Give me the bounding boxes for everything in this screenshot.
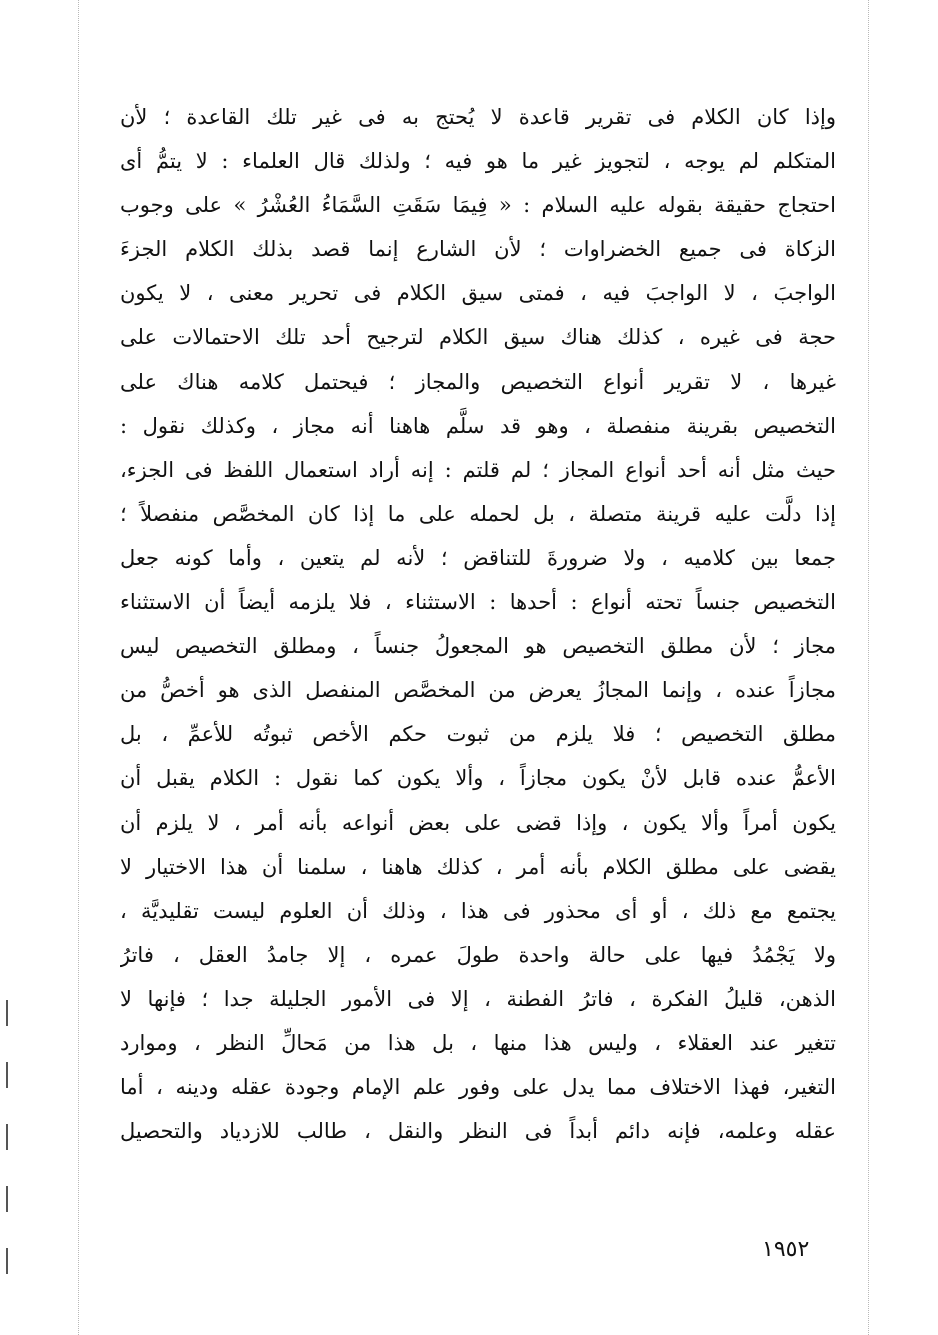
text-line: يكون أمراً وألا يكون ، وإذا قضى على بعض أنواعه بأنه أمر ، لا يلزم أن: [120, 810, 836, 835]
text-line: التخصيص بقرينة منفصلة ، وهو قد سلَّم هاهنا أنه مجاز ، وكذلك نقول :: [120, 413, 836, 438]
page-number: ١٩٥٢: [762, 1237, 810, 1262]
text-line: وإذا كان الكلام فى تقرير قاعدة لا يُحتج به فى غير تلك القاعدة ؛ لأن: [120, 105, 836, 129]
text-line: ولا يَجْمُدُ فيها على حالة واحدة طولَ عمره ، إلا جامدُ العقل ، فاترُ: [120, 942, 836, 967]
scan-edge-marks: [6, 1000, 10, 1320]
text-line: تتغير عند العقلاء ، وليس هذا منها ، بل هذا من مَحالِّ النظر ، وموارد: [120, 1030, 836, 1055]
text-line: حجة فى غيره ، كذلك هناك سيق الكلام لترجيح أحد تلك الاحتمالات على: [120, 325, 836, 350]
text-line: غيرها ، لا تقرير أنواع التخصيص والمجاز ؛ فيحتمل كلامه هناك على: [120, 369, 836, 394]
text-line: مجازاً عنده ، وإنما المجازُ يعرض من المخصَّص المنفصل الذى هو أخصُّ من: [120, 678, 836, 703]
text-line: التخصيص جنساً تحته أنواع : أحدها : الاستثناء ، فلا يلزمه أيضاً أن الاستثناء: [120, 590, 836, 615]
text-line: عقله وعلمه، فإنه دائم أبداً فى النظر والنقل ، طالب للازدياد والتحصيل: [120, 1119, 836, 1144]
text-line: مجاز ؛ لأن مطلق التخصيص هو المجعولُ جنساً ، ومطلق التخصيص ليس: [120, 634, 836, 659]
text-line: الزكاة فى جميع الخضراوات ؛ لأن الشارع إنما قصد بذلك الكلام الجزءَ: [120, 237, 836, 262]
scan-margin-line-left: [78, 0, 79, 1335]
scan-margin-line-right: [868, 0, 869, 1335]
body-text: [120, 95, 836, 1153]
text-line: مطلق التخصيص ؛ فلا يلزم من ثبوت حكم الأخص ثبوتُه للأعمِّ ، بل: [120, 722, 836, 747]
text-line: الواجبَ ، لا الواجبَ فيه ، فمتى سيق الكلام فى تحرير معنى ، لا يكون: [120, 281, 836, 306]
text-line: المتكلم لم يوجه ، لتجويز غير ما هو فيه ؛ ولذلك قال العلماء : لا يتمُّ أى: [120, 149, 836, 174]
text-line: يجتمع مع ذلك ، أو أى محذور فى هذا ، وذلك أن العلوم ليست تقليديَّة ،: [120, 898, 836, 923]
text-line: التغير، فهذا الاختلاف مما يدل على وفور علم الإمام وجودة عقله ودينه ، أما: [120, 1075, 836, 1100]
text-line: الأعمُّ عنده قابل لأنْ يكون مجازاً ، وألا يكون كما نقول : الكلام يقبل أن: [120, 766, 836, 791]
text-line: يقضى على مطلق الكلام بأنه أمر ، كذلك هاهنا ، سلمنا أن هذا الاختيار لا: [120, 854, 836, 879]
text-line: الذهن، قليلُ الفكرة ، فاترُ الفطنة ، إلا فى الأمور الجليلة جدا ؛ فإنها لا: [120, 986, 836, 1011]
text-line: إذا دلَّت عليه قرينة متصلة ، بل لحمله على ما إذا كان المخصَّص منفصلاً ؛: [120, 501, 836, 526]
text-line: حيث مثل أنه أحد أنواع المجاز ؛ لم قلتم : إنه أراد استعمال اللفظ فى الجزء،: [120, 457, 836, 482]
text-line: احتجاج حقيقة بقوله عليه السلام : « فِيمَا سَقَتِ السَّمَاءُ العُشْرُ » على وجوب: [120, 193, 836, 218]
text-line: جمعا بين كلاميه ، ولا ضرورةَ للتناقض ؛ لأنه لم يتعين ، وأما كونه جعل: [120, 545, 836, 570]
